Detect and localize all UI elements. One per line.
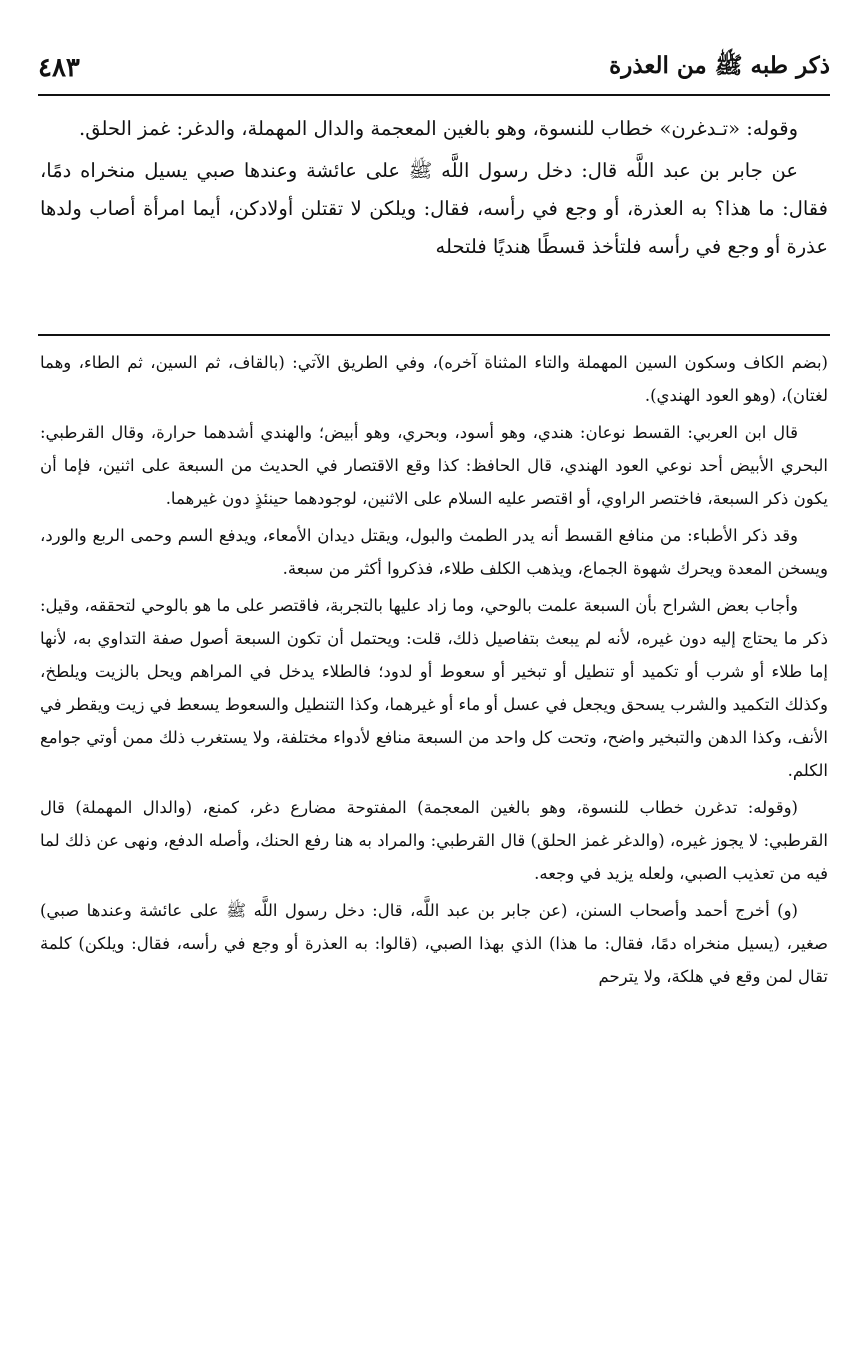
commentary-paragraph: وقد ذكر الأطباء: من منافع القسط أنه يدر الطمث والبول، ويقتل ديدان الأمعاء، ويدفع السم وحمى الربع والورد، ويسخن المعدة ويحرك شهوة الجماع، ويذهب الكلف طلاء، فذكروا أكثر من سبعة. bbox=[40, 526, 828, 578]
main-paragraph: عن جابر بن عبد اللَّه قال: دخل رسول اللَّه ﷺ على عائشة وعندها صبي يسيل منخراه دمًا، فقال: ما هذا؟ به العذرة، أو وجع في رأسه، فقال: ويلكن لا تقتلن أولادكن، أيما امرأة أصاب ولدها عذرة أو وجع في رأسه فلتأخذ قسطًا هنديًا فلتحله bbox=[40, 159, 828, 258]
commentary-paragraph: (بضم الكاف وسكون السين المهملة والتاء المثناة آخره)، وفي الطريق الآتي: (بالقاف، ثم السين، ثم الطاء، وهما لغتان)، (وهو العود الهندي). bbox=[40, 353, 828, 405]
commentary-paragraph: وأجاب بعض الشراح بأن السبعة علمت بالوحي، وما زاد عليها بالتجربة، فاقتصر على ما هو بالوحي لتحققه، وقيل: ذكر ما يحتاج إليه دون غيره، لأنه لم يبعث بتفاصيل ذلك، قلت: ويحتمل أن تكون السبعة أصول صفة التداوي به، لأنها إما طلاء أو شرب أو تكميد أو تنطيل أو تبخير أو سعوط أو لدود؛ فالطلاء يدخل في المراهم ويحل بالزيت ويلطخ، وكذلك التكميد والشرب يسحق ويجعل في عسل أو ماء أو غيرهما، وكذا التنطيل والسعوط يسعط في زيت ويقطر في الأنف، وكذا الدهن والتبخير واضح، وتحت كل واحد من السبعة منافع لأدواء مختلفة، ولا يستغرب ذلك ممن أوتي جوامع الكلم. bbox=[40, 596, 828, 780]
commentary-paragraph: قال ابن العربي: القسط نوعان: هندي، وهو أسود، وبحري، وهو أبيض؛ والهندي أشدهما حرارة، وقال القرطبي: البحري الأبيض أحد نوعي العود الهندي، قال الحافظ: كذا وقع الاقتصار في الحديث من السبعة على اثنين، فإما أن يكون ذكر السبعة، فاختصر الراوي، أو اقتصر عليه السلام على الاثنين، لوجودهما حينئذٍ دون غيرهما. bbox=[40, 423, 828, 508]
page-number: ٤٨٣ bbox=[38, 53, 80, 83]
commentary-divider bbox=[38, 334, 830, 336]
main-text bbox=[40, 110, 828, 328]
page-header bbox=[38, 46, 830, 90]
running-title: ذكر طبه ﷺ من العذرة bbox=[609, 52, 830, 79]
main-paragraph: وقوله: «تـدغرن» خطاب للنسوة، وهو بالغين المعجمة والدال المهملة، والدغر: غمز الحلق. bbox=[79, 117, 798, 140]
commentary-paragraph: (وقوله: تدغرن خطاب للنسوة، وهو بالغين المعجمة) المفتوحة مضارع دغر، كمنع، (والدال المهملة) قال القرطبي: لا يجوز غيره، (والدغر غمز الحلق) قال القرطبي: والمراد به هنا رفع الحنك، وأصله الدفع، ونهى عن ذلك لما فيه من تعذيب الصبي، ولعله يزيد في وجعه. bbox=[40, 798, 828, 883]
commentary-text bbox=[40, 346, 828, 1346]
commentary-paragraph: (و) أخرج أحمد وأصحاب السنن، (عن جابر بن عبد اللَّه، قال: دخل رسول اللَّه ﷺ على عائشة وعندها صبي) صغير، (يسيل منخراه دمًا، فقال: ما هذا) الذي بهذا الصبي، (قالوا: به العذرة أو وجع في رأسه، فقال: ويلكن) كلمة تقال لمن وقع في هلكة، ولا يترحم bbox=[40, 901, 828, 986]
header-rule bbox=[38, 94, 830, 96]
